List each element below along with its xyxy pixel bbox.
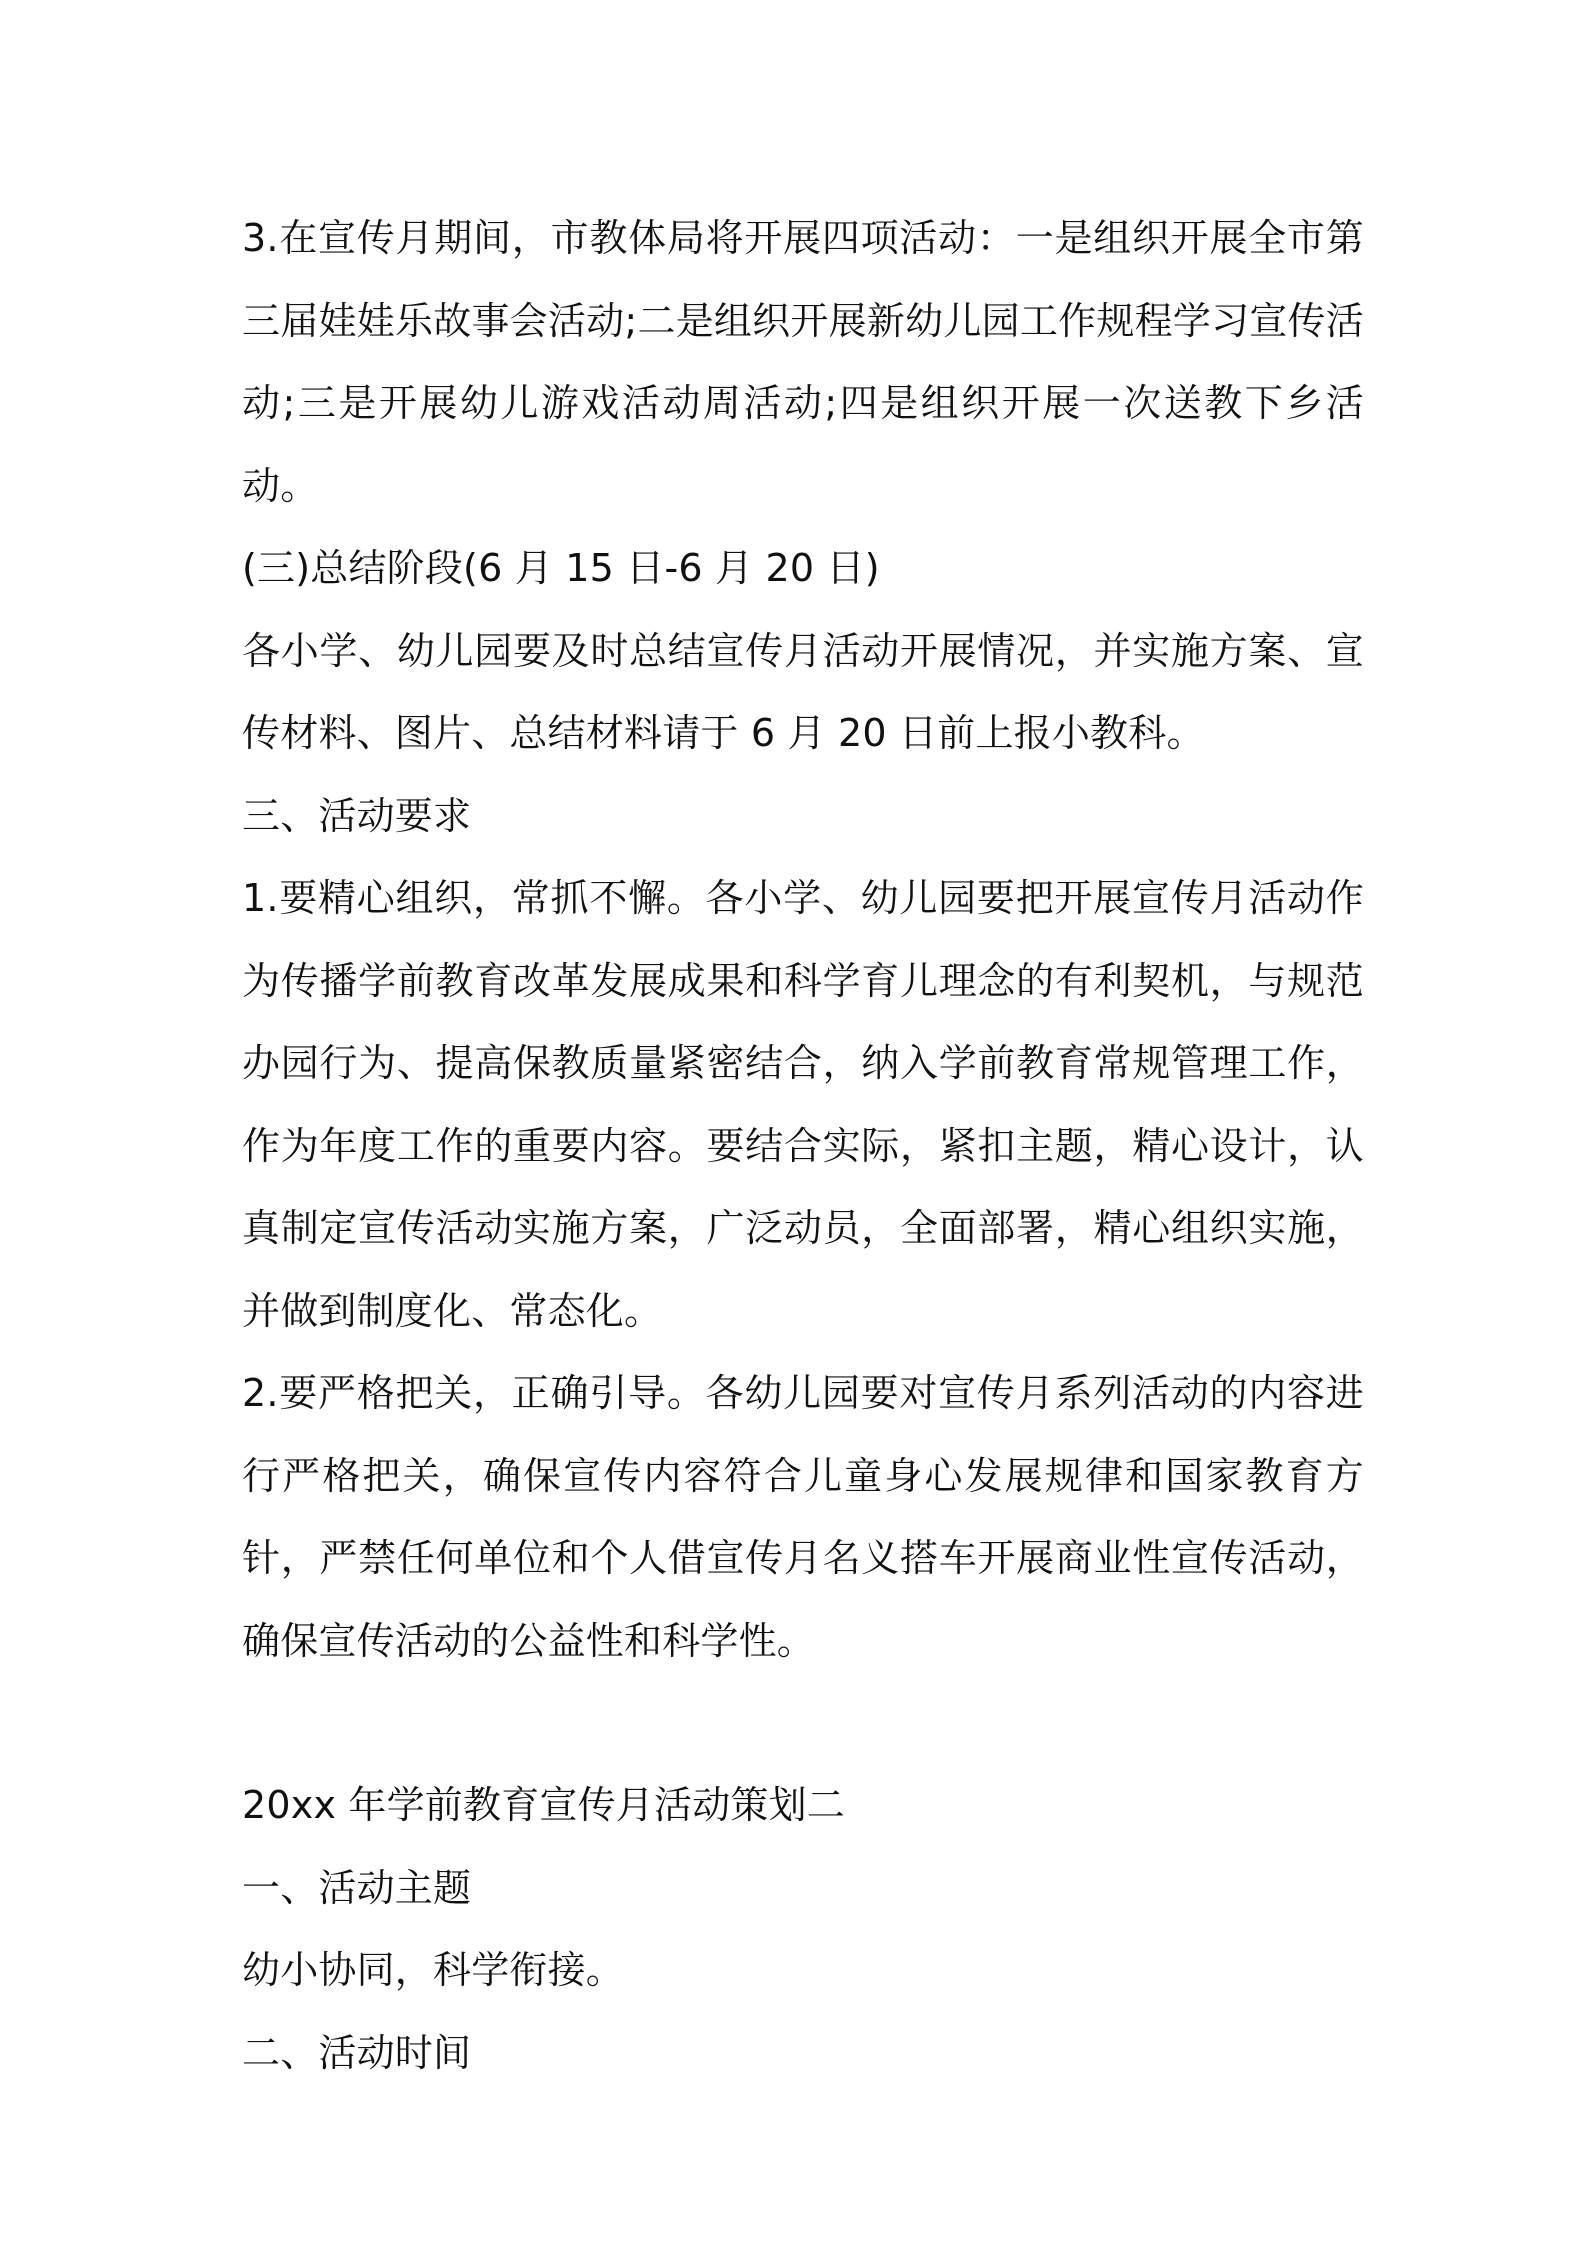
heading-activity-time: 二、活动时间 xyxy=(242,2030,472,2075)
heading-activity-theme: 一、活动主题 xyxy=(242,1865,472,1910)
paragraph-requirement-1: 1.要精心组织，常抓不懈。各小学、幼儿园要把开展宣传月活动作为传播学前教育改革发展成果和科学育儿理念的有利契机，与规范办园行为、提高保教质量紧密结合，纳入学前教育常规管理工作，作为年度工作的重要内容。要结合实际，紧扣主题，精心设计，认真制定宣传活动实施方案，广泛动员，全面部署，精心组织实施，并做到制度化、常态化。 xyxy=(242,876,1364,1333)
paragraph-activity-theme: 幼小协同，科学衔接。 xyxy=(242,1948,625,1992)
paragraph-requirement-2: 2.要严格把关，正确引导。各幼儿园要对宣传月系列活动的内容进行严格把关，确保宣传内容符合儿童身心发展规律和国家教育方针，严禁任何单位和个人借宣传月名义搭车开展商业性宣传活动，确保宣传活动的公益性和科学性。 xyxy=(242,1371,1364,1663)
paragraph-summary-report: 各小学、幼儿园要及时总结宣传月活动开展情况，并实施方案、宣传材料、图片、总结材料请于 6 月 20 日前上报小教科。 xyxy=(242,628,1364,755)
section-spacer xyxy=(242,1682,1364,1764)
section-title-plan-two: 20xx 年学前教育宣传月活动策划二 xyxy=(242,1783,846,1827)
heading-summary-stage: (三)总结阶段(6 月 15 日-6 月 20 日) xyxy=(242,546,880,590)
document-body xyxy=(242,197,1364,2094)
heading-activity-requirements: 三、活动要求 xyxy=(242,793,472,838)
paragraph-activities-item-3: 3.在宣传月期间，市教体局将开展四项活动：一是组织开展全市第三届娃娃乐故事会活动;二是组织开展新幼儿园工作规程学习宣传活动;三是开展幼儿游戏活动周活动;四是组织开展一次送教下乡活动。 xyxy=(242,216,1364,508)
